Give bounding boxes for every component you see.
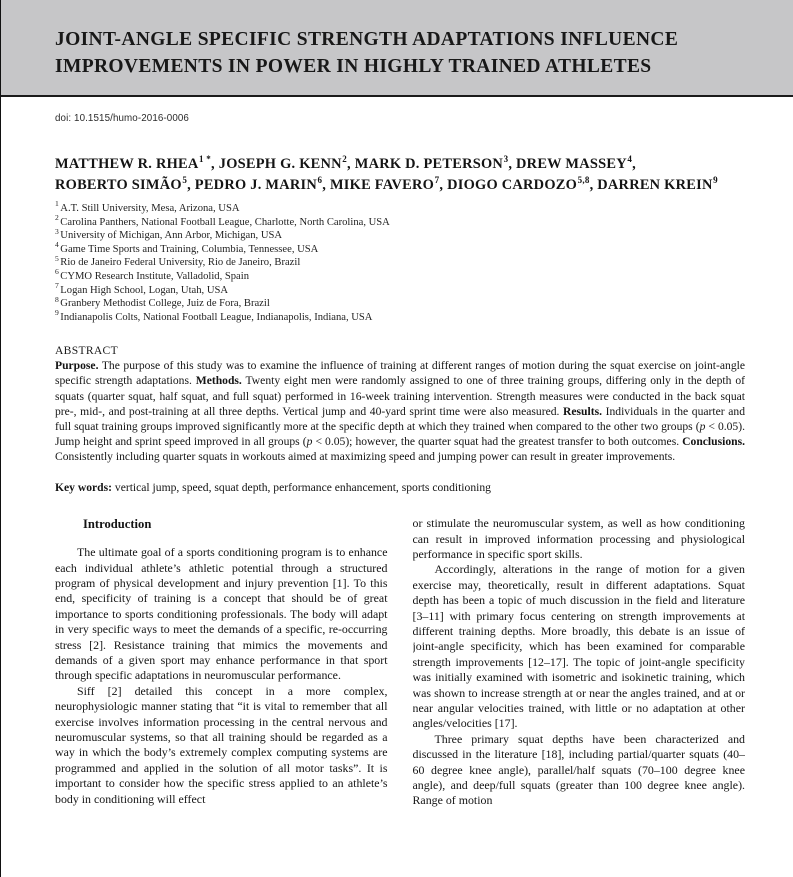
author-name: PEDRO J. MARIN — [194, 176, 317, 193]
author-affil-marker: 7 — [434, 174, 440, 185]
author-name: JOSEPH G. KENN — [218, 156, 342, 172]
author-name: MATTHEW R. RHEA — [55, 156, 199, 172]
right-column-paragraph-3: Three primary squat depths have been characterized and discussed in the literature [18], including partial/quarter squats (40–60 degree knee angle), parallel/half squats (70–100 degree knee angle), and deep/full squats (greater than 100 degree knee angle). Range of motion — [412, 731, 745, 808]
paper-title — [55, 26, 745, 80]
author-line-2 — [55, 175, 745, 196]
keywords-text: vertical jump, speed, squat depth, performance enhancement, sports conditioning — [112, 481, 491, 494]
affiliation-marker: 8 — [55, 294, 59, 304]
author-separator: , — [508, 156, 517, 172]
affiliation-marker: 7 — [55, 281, 59, 291]
author-affil-marker: 6 — [317, 174, 323, 185]
affiliation-marker: 6 — [55, 267, 59, 277]
left-column-paragraph-1: The ultimate goal of a sports conditioning program is to enhance each individual athlete’s athletic potential through a structured program of physical development and injury prevention [1]. To this end, specificity of training is a concept that should be of great importance to sports conditioning professionals. The body will adapt in very specific ways to meet the demands of a specific, re-occurring stress [2]. Resistance training that mimics the movements and demands of a given sport may enhance performance in that sport through specific adaptations in neuromuscular performance. — [55, 545, 388, 683]
author-name: MIKE FAVERO — [329, 176, 435, 193]
author-affil-marker: 4 — [627, 154, 633, 165]
paper-header-banner — [1, 0, 793, 97]
author-separator: , — [439, 176, 448, 193]
abstract-heading: ABSTRACT — [55, 344, 118, 358]
abstract-purpose-text: The purpose of this study was to examine the influence of training at different ranges of motion during the squat exercise on joint-angle specific strength adaptations. — [55, 359, 745, 388]
paper-title-line-1: JOINT-ANGLE SPECIFIC STRENGTH ADAPTATIONS INFLUENCE — [55, 29, 679, 50]
affiliation-item — [55, 199, 745, 216]
author-separator: , — [589, 176, 598, 193]
author-separator: , — [211, 156, 219, 172]
affiliation-item — [55, 281, 745, 298]
right-column-paragraph-2: Accordingly, alterations in the range of motion for a given exercise may, theoretically, result in different adaptations. Squat depth has been a topic of much discussion in the field and literature [3–11] with primary focus centering on strength improvements at different training depths. More broadly, this debate is an issue of joint-angle specificity, which has been examined for comparable strength improvements [12–17]. The topic of joint-angle specificity was initially examined with isometric and isokinetic training, which was shown to increase strength at or near the angles trained, and at or near angular velocities trained, with little or no adaptation at other angles/velocities [17]. — [412, 562, 745, 731]
author-name: DREW MASSEY — [516, 156, 627, 172]
affiliation-item — [55, 240, 745, 257]
abstract-body — [55, 358, 745, 464]
doi-text: doi: 10.1515/humo-2016-0006 — [55, 113, 189, 124]
affiliation-text: CYMO Research Institute, Valladolid, Spain — [60, 270, 249, 282]
author-affil-marker: 1 * — [199, 154, 212, 165]
affiliation-item — [55, 226, 745, 243]
paper-body — [1, 113, 793, 876]
author-separator: , — [187, 176, 195, 193]
affiliation-item — [55, 308, 745, 325]
affiliation-text: Rio de Janeiro Federal University, Rio de Janeiro, Brazil — [60, 257, 301, 269]
author-list — [55, 154, 745, 195]
affiliation-marker: 5 — [55, 253, 59, 263]
right-column — [413, 516, 746, 876]
abstract-results-text-a: Individuals in the quarter and full squat training groups improved significantly more at the specific depth at which they trained when compared to the other two groups ( — [55, 404, 745, 433]
abstract-conclusions-label: Conclusions. — [682, 434, 745, 448]
affiliation-marker: 3 — [55, 226, 59, 236]
affiliation-list — [55, 199, 745, 324]
affiliation-item — [55, 213, 745, 230]
affiliation-text: Game Time Sports and Training, Columbia, Tennessee, USA — [60, 243, 319, 255]
left-column-paragraph-2: Siff [2] detailed this concept in a more complex, neurophysiologic manner stating that “it is vital to remember that all exercise involves information processing in the central nervous and neuromuscular systems, so that all training should be regarded as a way in which the body’s extremely complex computing systems are programmed and applied in the solution of all motor tasks”. It is important to consider how the specific stress applied to an athlete’s body in conditioning will effect — [55, 683, 388, 806]
affiliation-item — [55, 267, 745, 284]
author-affil-marker: 9 — [713, 174, 718, 185]
affiliation-text: A.T. Still University, Mesa, Arizona, USA — [60, 203, 240, 214]
abstract-purpose-label: Purpose. — [55, 359, 99, 373]
author-separator: , — [347, 156, 355, 172]
affiliation-text: Logan High School, Logan, Utah, USA — [60, 284, 229, 296]
abstract-conclusions-text: Consistently including quarter squats in workouts aimed at maximizing speed and jumping power can result in greater improvements. — [55, 449, 676, 463]
abstract-p-value-symbol: p — [699, 419, 706, 433]
author-affil-marker: 2 — [342, 154, 348, 165]
author-name: MARK D. PETERSON — [354, 156, 504, 172]
affiliation-text: Granbery Methodist College, Juiz de Fora, Brazil — [60, 298, 270, 310]
abstract-results-label: Results. — [563, 404, 603, 418]
abstract-section — [55, 343, 745, 495]
keywords-label: Key words: — [55, 481, 112, 494]
affiliation-marker: 1 — [55, 199, 59, 209]
affiliation-item — [55, 253, 745, 270]
affiliation-item — [55, 294, 745, 311]
affiliation-text: University of Michigan, Ann Arbor, Michigan, USA — [60, 230, 283, 242]
body-columns — [55, 516, 745, 876]
author-line-1 — [55, 154, 745, 175]
abstract-results-text-c: < 0.05); however, the quarter squat had the greatest transfer to both outcomes. — [312, 434, 683, 448]
author-separator: , — [632, 156, 636, 172]
keywords-line — [55, 480, 745, 495]
affiliation-marker: 9 — [55, 308, 59, 318]
paper-title-line-2: IMPROVEMENTS IN POWER IN HIGHLY TRAINED ATHLETES — [55, 56, 652, 77]
author-name: DIOGO CARDOZO — [447, 176, 578, 193]
affiliation-text: Carolina Panthers, National Football League, Charlotte, North Carolina, USA — [60, 216, 390, 228]
author-separator: , — [322, 176, 330, 193]
affiliation-text: Indianapolis Colts, National Football League, Indianapolis, Indiana, USA — [60, 311, 373, 323]
author-name: DARREN KREIN — [597, 176, 713, 193]
author-affil-marker: 5,8 — [577, 174, 590, 185]
abstract-results-text-b: < 0.05). Jump height and sprint speed improved in all groups ( — [55, 419, 745, 448]
affiliation-marker: 4 — [55, 240, 59, 250]
author-affil-marker: 5 — [182, 174, 188, 185]
author-name: ROBERTO SIMÃO — [55, 176, 182, 193]
abstract-methods-label: Methods. — [195, 374, 242, 388]
author-affil-marker: 3 — [503, 154, 509, 165]
left-column — [55, 516, 388, 876]
right-column-paragraph-1: or stimulate the neuromuscular system, as well as how conditioning can result in improved information processing and physiological performance in specific sport skills. — [412, 516, 745, 561]
abstract-p-value-symbol: p — [306, 434, 313, 448]
abstract-methods-text: Twenty eight men were randomly assigned to one of three training groups, differing only in the depth of squats (quarter squat, half squat, and full squat) performed in 16-week training intervention. Strength measures were conducted in the back squat pre-, mid-, and post-training at all three depths. Vertical jump and 40-yard sprint time were also measured. — [55, 374, 745, 418]
affiliation-marker: 2 — [55, 213, 59, 223]
introduction-heading: Introduction — [83, 517, 152, 532]
